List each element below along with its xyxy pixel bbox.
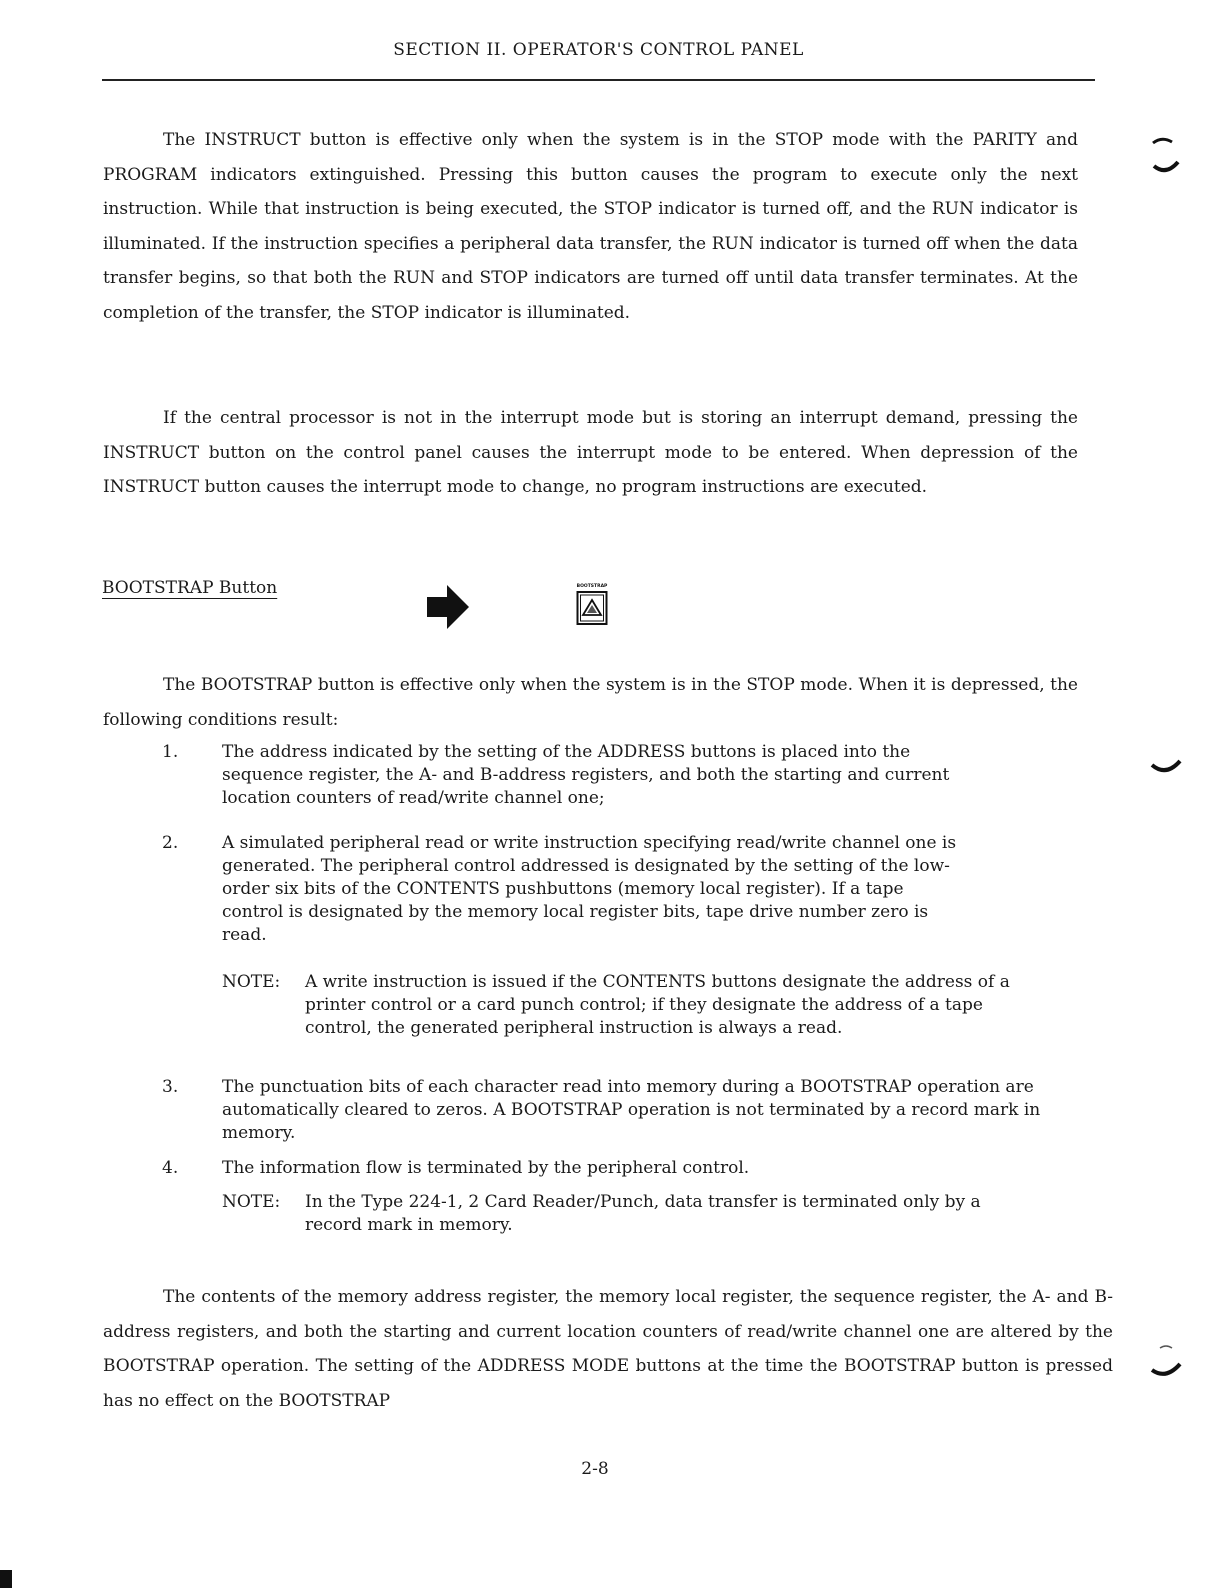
list-item (162, 741, 962, 810)
binder-mark (1150, 1340, 1190, 1390)
list-number: 4. (162, 1158, 179, 1178)
paragraph-bootstrap-contents: The contents of the memory address register, the memory local register, the sequence register, the A- and B-address registers, and both the starting and current location counters of read/write channel one are altered by the BOOTSTRAP operation. The setting of the ADDRESS MODE buttons at the time the BOOTSTRAP button is pressed has no effect on the BOOTSTRAP (103, 1287, 1113, 1411)
list-number: 1. (162, 742, 179, 762)
page-number: 2-8 (581, 1459, 609, 1479)
list-text: The information flow is terminated by the peripheral control. (222, 1158, 750, 1178)
scan-edge-mark (0, 1570, 12, 1588)
list-text: A simulated peripheral read or write instruction specifying read/write channel one is generated. The peripheral control addressed is designated by the setting of the low-order six bits of the CONTENTS pushbuttons (memory local register). If a tape control is designated by the memory local register bits, tape drive number zero is read. (222, 833, 957, 945)
binder-mark (1150, 132, 1190, 182)
list-number: 2. (162, 833, 179, 853)
list-item (162, 1157, 962, 1180)
bootstrap-button-icon (576, 580, 608, 626)
note-label: NOTE: (222, 972, 281, 992)
list-text: The address indicated by the setting of the ADDRESS buttons is placed into the sequence register, the A- and B-address registers, and both the starting and current location counters of read/write channel one; (222, 742, 950, 808)
note-text: A write instruction is issued if the CONTENTS buttons designate the address of a printer control or a card punch control; if they designate the address of a tape control, the generated peripheral instruction is always a read. (305, 972, 1010, 1038)
paragraph-instruct-effective: The INSTRUCT button is effective only when the system is in the STOP mode with the PARITY and PROGRAM indicators extinguished. Pressing this button causes the program to execute only the next instruction. While that instruction is being executed, the STOP indicator is turned off, and the RUN indicator is illuminated. If the instruction specifies a peripheral data transfer, the RUN indicator is turned off when the data transfer begins, so that both the RUN and STOP indicators are turned off until data transfer terminates. At the completion of the transfer, the STOP indicator is illuminated. (103, 130, 1078, 323)
right-arrow-icon (427, 585, 469, 629)
note-card-reader (222, 1191, 1022, 1237)
bootstrap-heading: BOOTSTRAP Button (102, 578, 278, 598)
section-header: SECTION II. OPERATOR'S CONTROL PANEL (393, 40, 804, 60)
note-text: In the Type 224-1, 2 Card Reader/Punch, data transfer is terminated only by a record mark in memory. (305, 1192, 981, 1235)
list-text: The punctuation bits of each character read into memory during a BOOTSTRAP operation are automatically cleared to zeros. A BOOTSTRAP operation is not terminated by a record mark in memory. (222, 1077, 1041, 1143)
paragraph-interrupt-mode: If the central processor is not in the interrupt mode but is storing an interrupt demand, pressing the INSTRUCT button on the control panel causes the interrupt mode to be entered. When depression of the INSTRUCT button causes the interrupt mode to change, no program instructions are executed. (103, 408, 1078, 498)
list-number: 3. (162, 1077, 179, 1097)
binder-mark (1150, 755, 1190, 785)
list-item (162, 1076, 1062, 1145)
paragraph-bootstrap-effective: The BOOTSTRAP button is effective only when the system is in the STOP mode. When it is depressed, the following conditions result: (103, 675, 1078, 730)
note-label: NOTE: (222, 1192, 281, 1212)
bootstrap-button-label: BOOTSTRAP (576, 584, 608, 589)
header-rule (102, 79, 1095, 81)
list-item (162, 832, 962, 947)
note-write-instruction (222, 971, 1022, 1040)
